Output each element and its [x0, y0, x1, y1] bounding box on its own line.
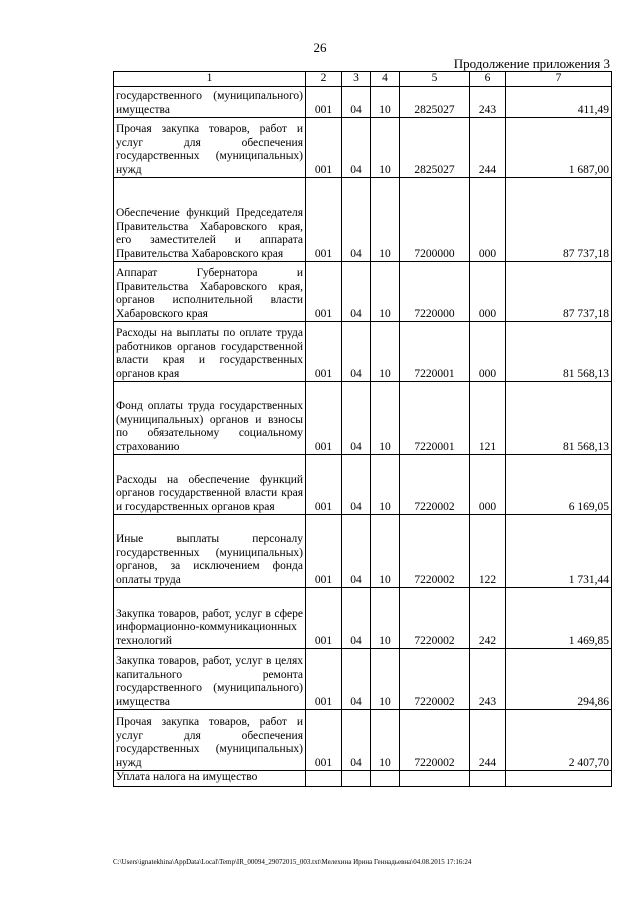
table-row — [114, 262, 612, 322]
amount-cell: 1 687,00 — [506, 118, 612, 178]
budget-table — [113, 71, 612, 787]
row-name-cell: Фонд оплаты труда государственных (муниципальных) органов и взносы по обязательному социальному страхованию — [114, 382, 306, 455]
section-code-cell: 04 — [342, 178, 371, 262]
subsection-code-cell: 10 — [371, 322, 400, 382]
expense-type-cell: 000 — [470, 178, 506, 262]
table-row — [114, 87, 612, 118]
section-code-cell: 04 — [342, 515, 371, 588]
row-name-cell: Обеспечение функций Председателя Правительства Хабаровского края, его заместителей и аппарата Правительства Хабаровского края — [114, 178, 306, 262]
amount-cell: 2 407,70 — [506, 710, 612, 771]
table-row — [114, 118, 612, 178]
row-name-cell: Прочая закупка товаров, работ и услуг для обеспечения государственных (муниципальных) нужд — [114, 118, 306, 178]
column-header: 4 — [371, 72, 400, 87]
row-name-cell: Расходы на обеспечение функций органов государственной власти края и государственных органов края — [114, 455, 306, 515]
target-item-cell: 7220001 — [400, 382, 470, 455]
section-code-cell: 04 — [342, 382, 371, 455]
row-name-cell: Расходы на выплаты по оплате труда работников органов государственной власти края и государственных органов края — [114, 322, 306, 382]
row-name-cell: Уплата налога на имущество — [114, 771, 306, 787]
expense-type-cell: 121 — [470, 382, 506, 455]
expense-type-cell — [470, 771, 506, 787]
target-item-cell: 2825027 — [400, 87, 470, 118]
footer-file-path: C:\Users\ignatekhina\AppData\Local\Temp\IR_00094_29072015_003.txt\Мелехина Ирина Геннадьевна\04.08.2015 17:16:24 — [113, 858, 472, 866]
section-code-cell: 04 — [342, 455, 371, 515]
target-item-cell: 7200000 — [400, 178, 470, 262]
ministry-code-cell: 001 — [306, 262, 342, 322]
amount-cell: 411,49 — [506, 87, 612, 118]
amount-cell: 1 731,44 — [506, 515, 612, 588]
section-code-cell: 04 — [342, 87, 371, 118]
target-item-cell: 7220002 — [400, 710, 470, 771]
row-name-cell: Закупка товаров, работ, услуг в целях капитального ремонта государственного (муниципального) имущества — [114, 649, 306, 710]
subsection-code-cell: 10 — [371, 262, 400, 322]
ministry-code-cell: 001 — [306, 118, 342, 178]
amount-cell: 6 169,05 — [506, 455, 612, 515]
target-item-cell: 7220002 — [400, 515, 470, 588]
subsection-code-cell: 10 — [371, 178, 400, 262]
column-header: 5 — [400, 72, 470, 87]
subsection-code-cell: 10 — [371, 118, 400, 178]
ministry-code-cell: 001 — [306, 710, 342, 771]
expense-type-cell: 000 — [470, 262, 506, 322]
table-row — [114, 382, 612, 455]
column-header: 6 — [470, 72, 506, 87]
row-name-cell: Закупка товаров, работ, услуг в сфере информационно-коммуникационных технологий — [114, 588, 306, 649]
target-item-cell: 7220002 — [400, 455, 470, 515]
subsection-code-cell: 10 — [371, 382, 400, 455]
table-header-row — [114, 72, 612, 87]
amount-cell: 1 469,85 — [506, 588, 612, 649]
subsection-code-cell: 10 — [371, 710, 400, 771]
table-row — [114, 322, 612, 382]
subsection-code-cell: 10 — [371, 455, 400, 515]
expense-type-cell: 242 — [470, 588, 506, 649]
amount-cell: 87 737,18 — [506, 178, 612, 262]
section-code-cell: 04 — [342, 322, 371, 382]
row-name-cell: Иные выплаты персоналу государственных (муниципальных) органов, за исключением фонда оплаты труда — [114, 515, 306, 588]
expense-type-cell: 244 — [470, 118, 506, 178]
section-code-cell: 04 — [342, 649, 371, 710]
ministry-code-cell: 001 — [306, 455, 342, 515]
target-item-cell — [400, 771, 470, 787]
subsection-code-cell: 10 — [371, 649, 400, 710]
target-item-cell: 2825027 — [400, 118, 470, 178]
ministry-code-cell — [306, 771, 342, 787]
ministry-code-cell: 001 — [306, 322, 342, 382]
row-name-cell: Прочая закупка товаров, работ и услуг для обеспечения государственных (муниципальных) нужд — [114, 710, 306, 771]
section-code-cell: 04 — [342, 710, 371, 771]
column-header: 7 — [506, 72, 612, 87]
column-header: 2 — [306, 72, 342, 87]
expense-type-cell: 243 — [470, 649, 506, 710]
column-header: 3 — [342, 72, 371, 87]
page-number: 26 — [313, 40, 327, 55]
amount-cell — [506, 771, 612, 787]
subsection-code-cell: 10 — [371, 87, 400, 118]
subsection-code-cell: 10 — [371, 588, 400, 649]
subsection-code-cell: 10 — [371, 515, 400, 588]
amount-cell: 81 568,13 — [506, 382, 612, 455]
table-row — [114, 649, 612, 710]
expense-type-cell: 243 — [470, 87, 506, 118]
amount-cell: 87 737,18 — [506, 262, 612, 322]
section-code-cell: 04 — [342, 118, 371, 178]
expense-type-cell: 000 — [470, 455, 506, 515]
table-row — [114, 710, 612, 771]
column-header: 1 — [114, 72, 306, 87]
expense-type-cell: 244 — [470, 710, 506, 771]
ministry-code-cell: 001 — [306, 87, 342, 118]
continuation-note: Продолжение приложения 3 — [453, 56, 610, 71]
amount-cell: 294,86 — [506, 649, 612, 710]
target-item-cell: 7220001 — [400, 322, 470, 382]
subsection-code-cell — [371, 771, 400, 787]
ministry-code-cell: 001 — [306, 649, 342, 710]
table-row — [114, 588, 612, 649]
section-code-cell — [342, 771, 371, 787]
table-row — [114, 178, 612, 262]
ministry-code-cell: 001 — [306, 178, 342, 262]
row-name-cell: государственного (муниципального) имущества — [114, 87, 306, 118]
table-row — [114, 455, 612, 515]
expense-type-cell: 000 — [470, 322, 506, 382]
table-row — [114, 771, 612, 787]
target-item-cell: 7220002 — [400, 649, 470, 710]
ministry-code-cell: 001 — [306, 588, 342, 649]
section-code-cell: 04 — [342, 262, 371, 322]
table-row — [114, 515, 612, 588]
ministry-code-cell: 001 — [306, 515, 342, 588]
section-code-cell: 04 — [342, 588, 371, 649]
target-item-cell: 7220002 — [400, 588, 470, 649]
amount-cell: 81 568,13 — [506, 322, 612, 382]
expense-type-cell: 122 — [470, 515, 506, 588]
row-name-cell: Аппарат Губернатора и Правительства Хабаровского края, органов исполнительной власти Хабаровского края — [114, 262, 306, 322]
target-item-cell: 7220000 — [400, 262, 470, 322]
ministry-code-cell: 001 — [306, 382, 342, 455]
